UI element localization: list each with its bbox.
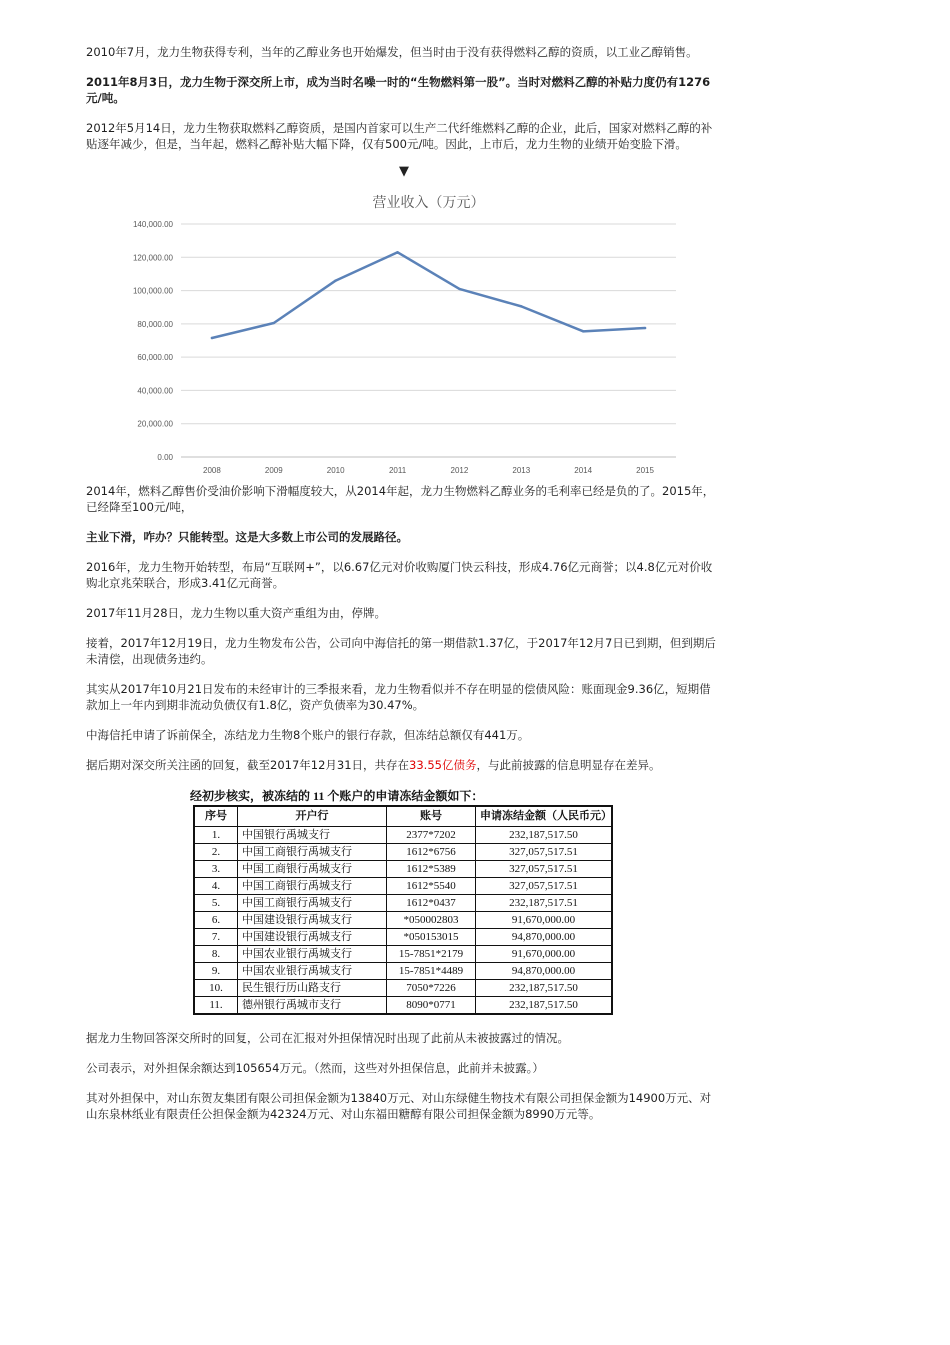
y-tick-label: 0.00 (157, 453, 173, 462)
y-tick-label: 60,000.00 (137, 353, 173, 363)
table-row (194, 946, 612, 963)
cell-account: 8090*0771 (387, 997, 476, 1015)
cell-account: 1612*6756 (387, 844, 476, 861)
article (86, 44, 722, 1122)
header-index: 序号 (194, 806, 238, 827)
paragraph-q3-report: 其实从2017年10月21日发布的未经审计的三季报来看，龙力生物看似并不存在明显的偿债风险：账面现金9.36亿，短期借款加上一年内到期非流动负债仅有1.8亿，资产负债率为30.47%。 (86, 682, 711, 712)
revenue-line-chart (86, 179, 722, 479)
table-row (194, 963, 612, 980)
paragraph-guarantee-intro: 据龙力生物回答深交所时的回复，公司在汇报对外担保情况时出现了此前从未被披露过的情况。 (86, 1031, 569, 1045)
y-tick-label: 100,000.00 (132, 286, 173, 296)
table-header-row (194, 806, 612, 827)
cell-account: 1612*0437 (387, 895, 476, 912)
paragraph-2014: 2014年，燃料乙醇售价受油价影响下滑幅度较大，从2014年起，龙力生物燃料乙醇业务的毛利率已经是负的了。2015年，已经降至100元/吨， (86, 484, 715, 514)
data-point (458, 288, 460, 290)
table-row (194, 980, 612, 997)
cell-bank: 中国农业银行禹城支行 (238, 946, 387, 963)
header-account: 账号 (387, 806, 476, 827)
cell-account: 7050*7226 (387, 980, 476, 997)
cell-bank: 中国银行禹城支行 (238, 827, 387, 844)
cell-amount: 232,187,517.51 (476, 895, 613, 912)
frozen-accounts-table (193, 805, 613, 1015)
data-point (211, 337, 213, 339)
cell-amount: 91,670,000.00 (476, 946, 613, 963)
cell-bank: 中国工商银行禹城支行 (238, 861, 387, 878)
y-tick-label: 20,000.00 (137, 419, 173, 429)
cell-index: 6. (194, 912, 238, 929)
table-caption: 经初步核实，被冻结的 11 个账户的申请冻结金额如下： (190, 789, 484, 803)
cell-index: 11. (194, 997, 238, 1015)
series-line-revenue (212, 252, 645, 338)
paragraph-guarantee-detail: 其对外担保中，对山东贺友集团有限公司担保金额为13840万元、对山东绿健生物技术有限公司担保金额为14900万元、对山东泉林纸业有限责任公担保金额为42324万元、对山东福田糖醇有限公司担保金额为8990万元等。 (86, 1091, 712, 1121)
cell-bank: 中国工商银行禹城支行 (238, 844, 387, 861)
data-point (582, 330, 584, 332)
cell-index: 7. (194, 929, 238, 946)
x-tick-label: 2013 (512, 466, 531, 475)
cell-account: *050002803 (387, 912, 476, 929)
y-tick-label: 40,000.00 (137, 386, 173, 396)
cell-account: 2377*7202 (387, 827, 476, 844)
cell-index: 10. (194, 980, 238, 997)
paragraph-debt (86, 757, 722, 773)
cell-amount: 94,870,000.00 (476, 963, 613, 980)
cell-index: 9. (194, 963, 238, 980)
x-tick-label: 2014 (574, 466, 593, 475)
cell-amount: 94,870,000.00 (476, 929, 613, 946)
debt-text-before: 据后期对深交所关注函的回复，截至2017年12月31日，共存在 (86, 758, 410, 772)
cell-amount: 327,057,517.51 (476, 861, 613, 878)
table-row (194, 878, 612, 895)
data-point (396, 251, 398, 253)
y-tick-label: 120,000.00 (132, 253, 173, 263)
cell-amount: 232,187,517.50 (476, 980, 613, 997)
cell-bank: 中国建设银行禹城支行 (238, 929, 387, 946)
cell-index: 8. (194, 946, 238, 963)
paragraph-guarantee-total: 公司表示，对外担保余额达到105654万元。（然而，这些对外担保信息，此前并未披露。） (86, 1061, 544, 1075)
header-amount: 申请冻结金额（人民币元） (476, 806, 613, 827)
y-tick-label: 140,000.00 (132, 220, 173, 229)
y-tick-label: 80,000.00 (137, 319, 173, 329)
cell-index: 1. (194, 827, 238, 844)
cell-index: 4. (194, 878, 238, 895)
table-row (194, 912, 612, 929)
x-tick-label: 2008 (203, 466, 221, 475)
table-row (194, 861, 612, 878)
cell-index: 5. (194, 895, 238, 912)
paragraph-2010: 2010年7月，龙力生物获得专利，当年的乙醇业务也开始爆发，但当时由于没有获得燃料乙醇的资质，以工业乙醇销售。 (86, 45, 698, 59)
cell-index: 2. (194, 844, 238, 861)
x-tick-label: 2015 (636, 466, 654, 475)
cell-bank: 民生银行历山路支行 (238, 980, 387, 997)
cell-bank: 德州银行禹城市支行 (238, 997, 387, 1015)
paragraph-preservation: 中海信托申请了诉前保全，冻结龙力生物8个账户的银行存款，但冻结总额仅有441万。 (86, 728, 530, 742)
paragraph-2011-listing: 2011年8月3日，龙力生物于深交所上市，成为当时名噪一时的“生物燃料第一股”。当时对燃料乙醇的补贴力度仍有1276元/吨。 (86, 75, 711, 105)
table-row (194, 844, 612, 861)
down-arrow-icon: ▼ (399, 164, 409, 179)
table-row (194, 997, 612, 1015)
cell-amount: 232,187,517.50 (476, 827, 613, 844)
paragraph-2016: 2016年，龙力生物开始转型，布局“互联网+”，以6.67亿元对价收购厦门快云科技，形成4.76亿元商誉；以4.8亿元对价收购北京兆荣联合，形成3.41亿元商誉。 (86, 560, 713, 590)
data-point (334, 279, 336, 281)
table-row (194, 895, 612, 912)
paragraph-2012: 2012年5月14日，龙力生物获取燃料乙醇资质，是国内首家可以生产二代纤维燃料乙醇的企业，此后，国家对燃料乙醇的补贴逐年减少，但是，当年起，燃料乙醇补贴大幅下降，仅有500元/吨。因此，上市后，龙力生物的业绩开始变脸下滑。 (86, 121, 713, 151)
debt-text-after: ，与此前披露的信息明显存在差异。 (476, 758, 661, 772)
table-row (194, 929, 612, 946)
cell-account: 15-7851*4489 (387, 963, 476, 980)
cell-amount: 327,057,517.51 (476, 878, 613, 895)
cell-bank: 中国农业银行禹城支行 (238, 963, 387, 980)
table-row (194, 827, 612, 844)
cell-index: 3. (194, 861, 238, 878)
cell-bank: 中国工商银行禹城支行 (238, 895, 387, 912)
cell-amount: 232,187,517.50 (476, 997, 613, 1015)
paragraph-suspension: 2017年11月28日，龙力生物以重大资产重组为由，停牌。 (86, 606, 387, 620)
x-tick-label: 2012 (450, 466, 469, 475)
data-point (644, 327, 646, 329)
paragraph-default: 接着，2017年12月19日，龙力生物发布公告，公司向中海信托的第一期借款1.37亿，于2017年12月7日已到期，但到期后未清偿，出现债务违约。 (86, 636, 716, 666)
x-tick-label: 2011 (388, 466, 407, 475)
cell-account: 1612*5540 (387, 878, 476, 895)
frozen-accounts-figure (86, 787, 722, 1015)
revenue-chart (86, 179, 722, 479)
data-point (273, 322, 275, 324)
header-bank: 开户行 (238, 806, 387, 827)
cell-bank: 中国建设银行禹城支行 (238, 912, 387, 929)
debt-amount-highlight: 33.55亿债务 (409, 758, 477, 772)
cell-account: *050153015 (387, 929, 476, 946)
cell-account: 1612*5389 (387, 861, 476, 878)
x-tick-label: 2009 (264, 466, 283, 475)
chart-title: 营业收入（万元） (372, 194, 485, 210)
cell-amount: 91,670,000.00 (476, 912, 613, 929)
paragraph-transformation: 主业下滑，咋办？只能转型。这是大多数上市公司的发展路径。 (86, 530, 408, 544)
data-point (520, 305, 522, 307)
cell-amount: 327,057,517.51 (476, 844, 613, 861)
x-tick-label: 2010 (326, 466, 345, 475)
cell-account: 15-7851*2179 (387, 946, 476, 963)
cell-bank: 中国工商银行禹城支行 (238, 878, 387, 895)
